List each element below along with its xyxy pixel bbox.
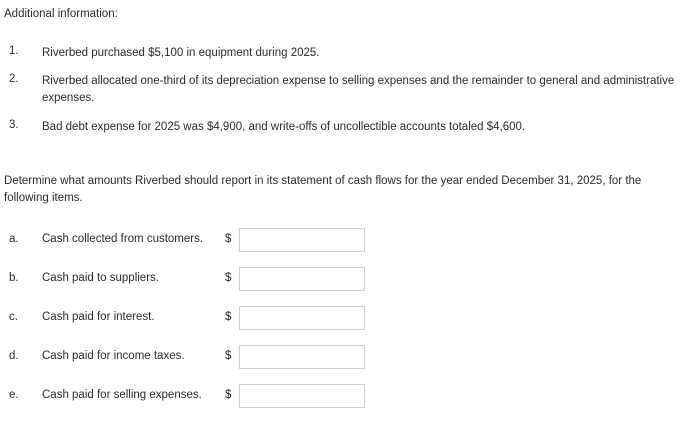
cash-collected-from-customers-input[interactable] [239,228,365,252]
additional-information-heading: Additional information: [4,8,118,20]
question-label: Cash collected from customers. [42,233,204,245]
cash-paid-for-interest-input[interactable] [239,306,365,330]
question-label: Cash paid for interest. [42,311,155,323]
question-label: Cash paid to suppliers. [42,272,159,284]
info-item-text: Riverbed allocated one-third of its depreciation expense to selling expenses and the remainder to general and administrative expenses. [42,75,675,104]
question-row-b [0,267,700,291]
dollar-sign: $ [225,272,232,284]
question-label: Cash paid for income taxes. [42,350,185,362]
question-label: Cash paid for selling expenses. [42,389,202,401]
question-row-e [0,384,700,408]
info-item-number: 2. [9,73,19,85]
info-item-text: Riverbed purchased $5,100 in equipment during 2025. [42,47,320,59]
question-row-c [0,306,700,330]
cash-paid-for-income-taxes-input[interactable] [239,345,365,369]
question-letter: c. [9,311,18,323]
dollar-sign: $ [225,233,232,245]
question-row-d [0,345,700,369]
question-letter: b. [9,272,19,284]
instructions-text: Determine what amounts Riverbed should report in its statement of cash flows for the year ended December 31, 2025, for the following items. [4,175,642,204]
question-row-a [0,228,700,252]
question-letter: a. [9,233,19,245]
dollar-sign: $ [225,389,232,401]
info-item-text: Bad debt expense for 2025 was $4,900, and write-offs of uncollectible accounts totaled $4,600. [42,121,526,133]
cash-paid-to-suppliers-input[interactable] [239,267,365,291]
info-item-number: 3. [9,119,19,131]
question-letter: d. [9,350,19,362]
cash-paid-for-selling-expenses-input[interactable] [239,384,365,408]
question-letter: e. [9,389,19,401]
dollar-sign: $ [225,311,232,323]
info-item-number: 1. [9,45,19,57]
dollar-sign: $ [225,350,232,362]
